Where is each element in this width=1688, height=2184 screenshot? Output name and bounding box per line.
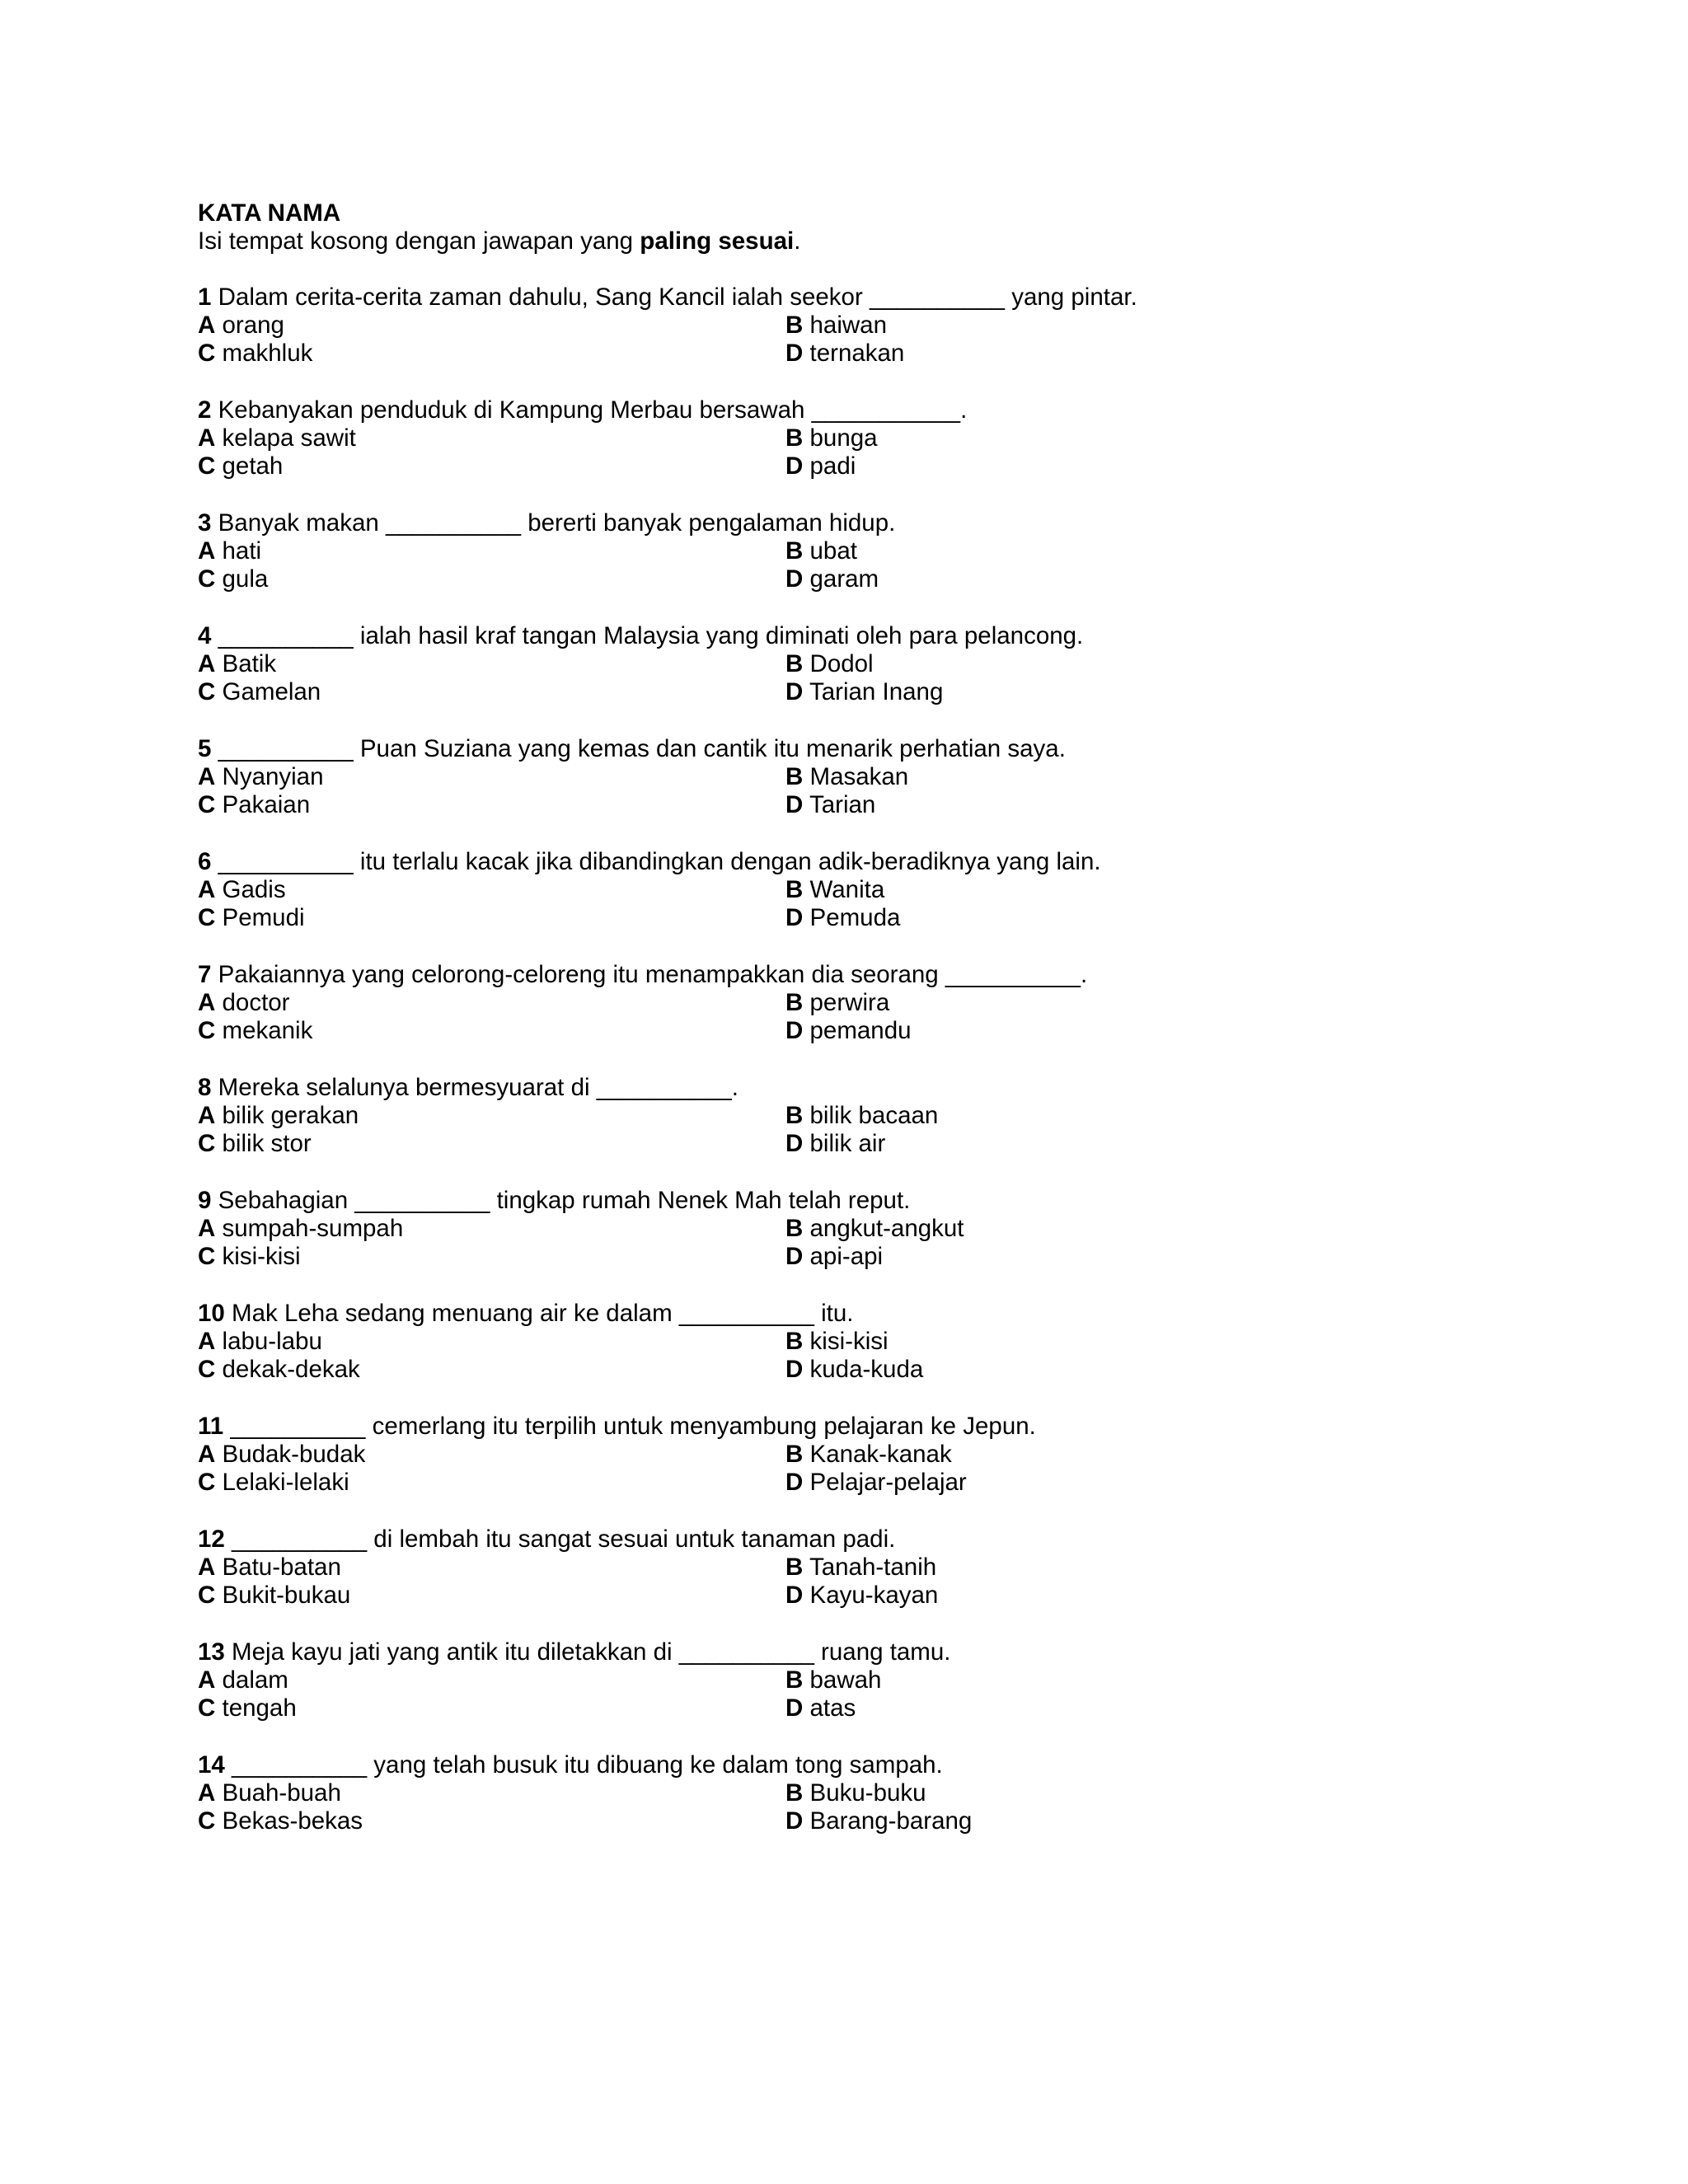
option-letter: D <box>785 1017 804 1044</box>
option-text: Barang-barang <box>809 1807 973 1835</box>
option-text: Pemuda <box>809 904 901 931</box>
option-text: kisi-kisi <box>222 1243 301 1270</box>
option-b[interactable] <box>785 424 878 452</box>
option-letter: D <box>785 1694 804 1722</box>
option-text: ternakan <box>809 340 905 367</box>
option-letter: D <box>785 1582 804 1609</box>
option-a[interactable] <box>198 989 290 1017</box>
option-c[interactable] <box>198 1017 312 1045</box>
option-row <box>198 1215 1484 1243</box>
question-stem <box>198 735 1484 763</box>
question-item <box>198 1413 1484 1526</box>
question-number: 14 <box>198 1751 225 1779</box>
option-text: makhluk <box>222 340 313 367</box>
question-text: Meja kayu jati yang antik itu diletakkan di __________ ruang tamu. <box>232 1638 951 1666</box>
question-text: __________ Puan Suziana yang kemas dan cantik itu menarik perhatian saya. <box>218 735 1066 762</box>
option-b[interactable] <box>785 1328 889 1356</box>
option-text: bilik stor <box>222 1130 312 1157</box>
option-text: hati <box>222 537 262 565</box>
option-letter: D <box>785 1243 804 1270</box>
option-b[interactable] <box>785 1666 881 1694</box>
option-letter: C <box>198 1807 216 1835</box>
option-c[interactable] <box>198 565 268 593</box>
option-text: kuda-kuda <box>809 1356 924 1383</box>
option-d[interactable] <box>785 1243 883 1271</box>
question-text: Pakaiannya yang celorong-celoreng itu menampakkan dia seorang __________. <box>218 961 1088 988</box>
option-d[interactable] <box>785 678 943 706</box>
question-number: 12 <box>198 1526 225 1553</box>
option-text: angkut-angkut <box>809 1215 964 1242</box>
question-text: __________ di lembah itu sangat sesuai untuk tanaman padi. <box>232 1526 896 1553</box>
option-row <box>198 1779 1484 1807</box>
option-text: perwira <box>809 989 890 1016</box>
option-letter: C <box>198 1469 216 1496</box>
option-letter: B <box>785 763 804 790</box>
option-text: ubat <box>809 537 857 565</box>
question-item <box>198 1074 1484 1187</box>
option-row <box>198 1554 1484 1582</box>
option-text: Pelajar-pelajar <box>809 1469 967 1496</box>
option-letter: D <box>785 678 804 705</box>
question-text: Banyak makan __________ bererti banyak pengalaman hidup. <box>218 509 896 537</box>
option-row <box>198 989 1484 1017</box>
option-letter: B <box>785 424 804 452</box>
option-b[interactable] <box>785 1215 964 1243</box>
option-text: bilik bacaan <box>809 1102 939 1129</box>
option-row <box>198 537 1484 565</box>
option-text: kelapa sawit <box>222 424 356 452</box>
option-text: labu-labu <box>222 1328 322 1355</box>
option-letter: B <box>785 989 804 1016</box>
option-row <box>198 1243 1484 1271</box>
question-item <box>198 1300 1484 1413</box>
option-a[interactable] <box>198 1215 403 1243</box>
option-d[interactable] <box>785 452 856 480</box>
question-text: Sebahagian __________ tingkap rumah Nenek Mah telah reput. <box>218 1187 911 1214</box>
option-text: Budak-budak <box>222 1441 366 1468</box>
option-letter: A <box>198 989 216 1016</box>
question-item <box>198 622 1484 735</box>
question-text: Dalam cerita-cerita zaman dahulu, Sang Kancil ialah seekor __________ yang pintar. <box>218 284 1137 311</box>
option-text: dalam <box>222 1666 288 1694</box>
option-text: api-api <box>809 1243 884 1270</box>
option-letter: A <box>198 1666 216 1694</box>
question-number: 3 <box>198 509 212 537</box>
option-letter: D <box>785 340 804 367</box>
option-text: Buku-buku <box>809 1779 926 1807</box>
question-text: Mak Leha sedang menuang air ke dalam __________ itu. <box>232 1300 854 1327</box>
option-d[interactable] <box>785 1017 912 1045</box>
option-c[interactable] <box>198 791 310 819</box>
option-letter: C <box>198 1356 216 1383</box>
option-b[interactable] <box>785 876 884 904</box>
option-a[interactable] <box>198 763 324 791</box>
option-text: garam <box>809 565 879 593</box>
question-stem <box>198 396 1484 424</box>
option-letter: A <box>198 650 216 677</box>
option-letter: B <box>785 1441 804 1468</box>
option-row <box>198 876 1484 904</box>
question-text: __________ itu terlalu kacak jika dibandingkan dengan adik-beradiknya yang lain. <box>218 848 1101 875</box>
option-b[interactable] <box>785 650 874 678</box>
option-letter: C <box>198 1582 216 1609</box>
option-text: bawah <box>809 1666 882 1694</box>
option-c[interactable] <box>198 1582 350 1610</box>
question-stem <box>198 1187 1484 1215</box>
option-d[interactable] <box>785 1582 938 1610</box>
option-letter: A <box>198 1554 216 1581</box>
option-a[interactable] <box>198 537 261 565</box>
question-item <box>198 1751 1484 1864</box>
option-text: bunga <box>809 424 878 452</box>
question-stem <box>198 848 1484 876</box>
option-c[interactable] <box>198 904 305 932</box>
option-a[interactable] <box>198 1666 288 1694</box>
question-number: 6 <box>198 848 212 875</box>
option-text: Bekas-bekas <box>222 1807 363 1835</box>
option-text: kisi-kisi <box>809 1328 889 1355</box>
option-letter: C <box>198 1243 216 1270</box>
question-list <box>198 284 1484 1864</box>
option-text: pemandu <box>809 1017 912 1044</box>
option-b[interactable] <box>785 1102 938 1130</box>
option-row <box>198 1582 1484 1610</box>
option-b[interactable] <box>785 312 887 340</box>
option-letter: A <box>198 1215 216 1242</box>
option-text: Tarian Inang <box>809 678 944 705</box>
option-a[interactable] <box>198 1554 341 1582</box>
question-number: 8 <box>198 1074 212 1101</box>
option-text: Tarian <box>809 791 876 818</box>
question-text: __________ ialah hasil kraf tangan Malaysia yang diminati oleh para pelancong. <box>218 622 1084 649</box>
question-stem <box>198 284 1484 312</box>
question-stem <box>198 1751 1484 1779</box>
option-letter: C <box>198 1130 216 1157</box>
option-row <box>198 1666 1484 1694</box>
option-letter: A <box>198 876 216 903</box>
question-stem <box>198 961 1484 989</box>
option-text: Masakan <box>809 763 909 790</box>
option-text: haiwan <box>809 312 887 339</box>
option-c[interactable] <box>198 1356 360 1384</box>
option-text: Pakaian <box>222 791 311 818</box>
option-text: Buah-buah <box>222 1779 341 1807</box>
option-row <box>198 1328 1484 1356</box>
option-letter: A <box>198 537 216 565</box>
option-a[interactable] <box>198 1779 341 1807</box>
option-text: Kanak-kanak <box>809 1441 952 1468</box>
option-d[interactable] <box>785 1130 885 1158</box>
worksheet-title: KATA NAMA <box>198 199 341 227</box>
question-number: 11 <box>198 1413 224 1440</box>
option-letter: D <box>785 452 804 480</box>
option-text: Gamelan <box>222 678 321 705</box>
option-b[interactable] <box>785 1779 926 1807</box>
option-row <box>198 1441 1484 1469</box>
option-letter: B <box>785 650 804 677</box>
option-row <box>198 678 1484 706</box>
option-text: getah <box>222 452 284 480</box>
option-letter: A <box>198 763 216 790</box>
option-text: Batik <box>222 650 277 677</box>
option-d[interactable] <box>785 1694 856 1722</box>
option-letter: B <box>785 1666 804 1694</box>
option-letter: C <box>198 1017 216 1044</box>
option-letter: D <box>785 1807 804 1835</box>
option-row <box>198 1469 1484 1497</box>
option-row <box>198 312 1484 340</box>
option-b[interactable] <box>785 537 857 565</box>
option-row <box>198 424 1484 452</box>
question-stem <box>198 1638 1484 1666</box>
option-letter: D <box>785 565 804 593</box>
option-row <box>198 791 1484 819</box>
option-a[interactable] <box>198 312 284 340</box>
option-text: Kayu-kayan <box>809 1582 939 1609</box>
question-number: 4 <box>198 622 212 649</box>
worksheet-page <box>198 199 1484 1864</box>
option-text: Lelaki-lelaki <box>222 1469 349 1496</box>
option-letter: A <box>198 312 216 339</box>
option-letter: B <box>785 1779 804 1807</box>
option-d[interactable] <box>785 565 879 593</box>
option-text: bilik air <box>809 1130 886 1157</box>
option-row <box>198 763 1484 791</box>
option-a[interactable] <box>198 1441 365 1469</box>
option-text: doctor <box>222 989 290 1016</box>
option-row <box>198 650 1484 678</box>
question-text: Kebanyakan penduduk di Kampung Merbau bersawah ___________. <box>218 396 968 424</box>
option-row <box>198 904 1484 932</box>
option-a[interactable] <box>198 876 286 904</box>
question-number: 13 <box>198 1638 225 1666</box>
option-a[interactable] <box>198 650 276 678</box>
option-c[interactable] <box>198 1694 297 1722</box>
option-c[interactable] <box>198 452 283 480</box>
option-text: Dodol <box>809 650 874 677</box>
option-text: bilik gerakan <box>222 1102 359 1129</box>
option-letter: B <box>785 876 804 903</box>
option-b[interactable] <box>785 1441 952 1469</box>
option-d[interactable] <box>785 904 900 932</box>
option-text: Bukit-bukau <box>222 1582 351 1609</box>
option-text: tengah <box>222 1694 297 1722</box>
option-a[interactable] <box>198 1328 322 1356</box>
option-c[interactable] <box>198 1469 349 1497</box>
option-text: Gadis <box>222 876 286 903</box>
question-text: __________ yang telah busuk itu dibuang ke dalam tong sampah. <box>232 1751 943 1779</box>
option-row <box>198 565 1484 593</box>
option-text: Tanah-tanih <box>809 1554 937 1581</box>
option-c[interactable] <box>198 678 321 706</box>
option-row <box>198 1807 1484 1835</box>
option-letter: C <box>198 904 216 931</box>
option-b[interactable] <box>785 1554 936 1582</box>
option-letter: A <box>198 424 216 452</box>
instruction-emphasis: paling sesuai <box>640 227 795 255</box>
option-row <box>198 1017 1484 1045</box>
option-text: Pemudi <box>222 904 305 931</box>
option-letter: B <box>785 537 804 565</box>
option-text: mekanik <box>222 1017 313 1044</box>
option-row <box>198 1356 1484 1384</box>
option-row <box>198 1102 1484 1130</box>
question-item <box>198 961 1484 1074</box>
question-number: 7 <box>198 961 212 988</box>
option-letter: A <box>198 1779 216 1807</box>
option-row <box>198 340 1484 368</box>
question-number: 9 <box>198 1187 212 1214</box>
question-text: Mereka selalunya bermesyuarat di __________. <box>218 1074 738 1101</box>
option-letter: D <box>785 904 804 931</box>
question-text: __________ cemerlang itu terpilih untuk menyambung pelajaran ke Jepun. <box>230 1413 1036 1440</box>
option-letter: A <box>198 1441 216 1468</box>
question-stem <box>198 509 1484 537</box>
option-letter: A <box>198 1102 216 1129</box>
option-text: atas <box>809 1694 856 1722</box>
question-item <box>198 848 1484 961</box>
option-a[interactable] <box>198 1102 359 1130</box>
question-number: 5 <box>198 735 212 762</box>
option-d[interactable] <box>785 791 875 819</box>
option-text: Wanita <box>809 876 885 903</box>
option-letter: D <box>785 1356 804 1383</box>
option-letter: C <box>198 678 216 705</box>
option-letter: B <box>785 1328 804 1355</box>
question-stem <box>198 1074 1484 1102</box>
option-c[interactable] <box>198 340 312 368</box>
option-letter: D <box>785 1469 804 1496</box>
option-letter: C <box>198 791 216 818</box>
option-text: Nyanyian <box>222 763 324 790</box>
option-text: dekak-dekak <box>222 1356 360 1383</box>
option-letter: C <box>198 340 216 367</box>
option-a[interactable] <box>198 424 356 452</box>
option-d[interactable] <box>785 1356 923 1384</box>
option-text: sumpah-sumpah <box>222 1215 404 1242</box>
option-c[interactable] <box>198 1807 363 1835</box>
question-stem <box>198 622 1484 650</box>
question-number: 2 <box>198 396 212 424</box>
option-text: gula <box>222 565 269 593</box>
question-item <box>198 396 1484 509</box>
question-item <box>198 1526 1484 1638</box>
question-number: 1 <box>198 284 212 311</box>
option-d[interactable] <box>785 1807 972 1835</box>
option-letter: C <box>198 452 216 480</box>
option-text: orang <box>222 312 284 339</box>
question-stem <box>198 1300 1484 1328</box>
question-item <box>198 509 1484 622</box>
option-letter: C <box>198 565 216 593</box>
option-letter: D <box>785 1130 804 1157</box>
option-c[interactable] <box>198 1130 312 1158</box>
question-item <box>198 1187 1484 1300</box>
option-row <box>198 1130 1484 1158</box>
option-letter: B <box>785 312 804 339</box>
option-text: padi <box>809 452 856 480</box>
option-letter: B <box>785 1215 804 1242</box>
option-row <box>198 1694 1484 1722</box>
option-letter: A <box>198 1328 216 1355</box>
option-letter: C <box>198 1694 216 1722</box>
instruction-part: Isi tempat kosong dengan jawapan yang <box>198 227 640 255</box>
instruction-text <box>198 227 1484 255</box>
option-b[interactable] <box>785 989 889 1017</box>
question-stem <box>198 1526 1484 1554</box>
question-item <box>198 735 1484 848</box>
option-letter: B <box>785 1102 804 1129</box>
option-text: Batu-batan <box>222 1554 341 1581</box>
instruction-end: . <box>794 227 801 255</box>
option-d[interactable] <box>785 340 904 368</box>
option-letter: D <box>785 791 804 818</box>
question-stem <box>198 1413 1484 1441</box>
question-item <box>198 284 1484 396</box>
option-d[interactable] <box>785 1469 967 1497</box>
option-letter: B <box>785 1554 804 1581</box>
option-row <box>198 452 1484 480</box>
question-item <box>198 1638 1484 1751</box>
option-c[interactable] <box>198 1243 301 1271</box>
question-number: 10 <box>198 1300 225 1327</box>
option-b[interactable] <box>785 763 908 791</box>
